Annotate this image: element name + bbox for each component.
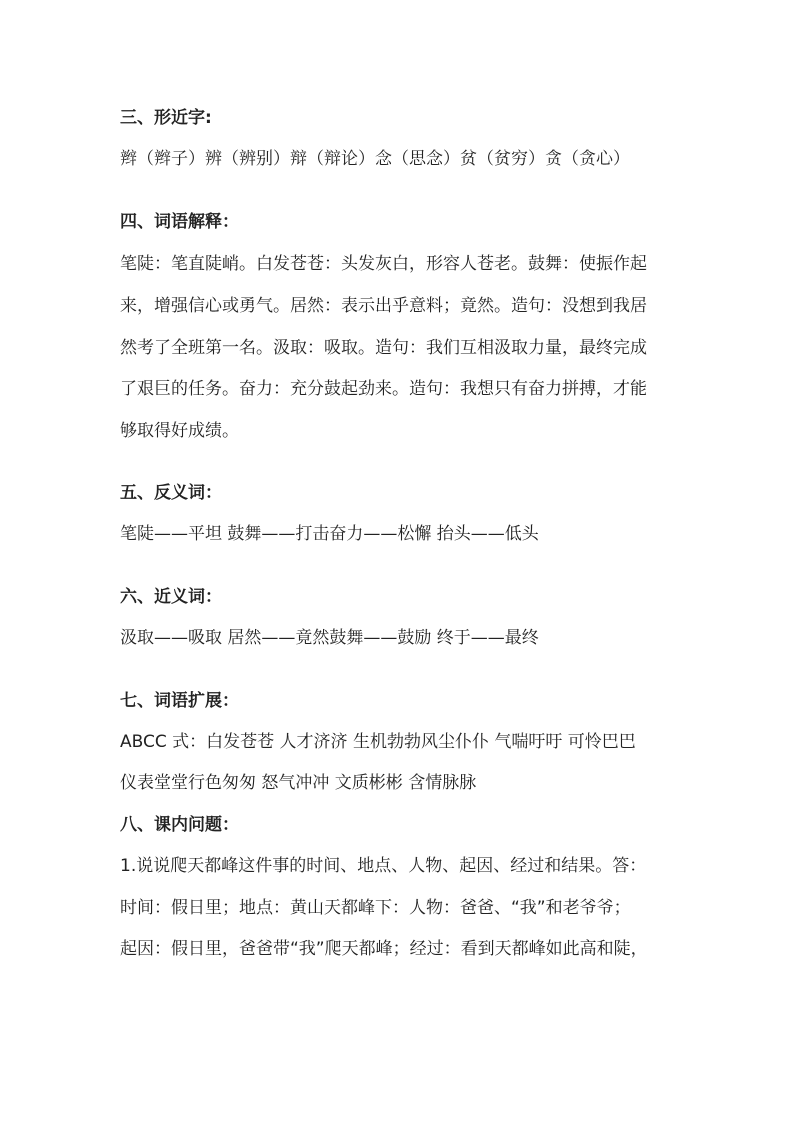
class-questions-line-1: 1.说说爬天都峰这件事的时间、地点、人物、起因、经过和结果。答： xyxy=(120,856,647,876)
word-explanation-line-2: 来，增强信心或勇气。居然：表示出乎意料；竟然。造句：没想到我居 xyxy=(120,296,647,316)
section-heading-similar-chars: 三、形近字: xyxy=(120,108,212,128)
class-questions-line-3: 起因：假日里，爸爸带“我”爬天都峰；经过：看到天都峰如此高和陡， xyxy=(120,939,648,959)
word-explanation-line-4: 了艰巨的任务。奋力：充分鼓起劲来。造句：我想只有奋力拼搏，才能 xyxy=(120,379,647,399)
word-explanation-line-1: 笔陡：笔直陡峭。白发苍苍：头发灰白，形容人苍老。鼓舞：使振作起 xyxy=(120,254,647,274)
word-explanation-line-3: 然考了全班第一名。汲取：吸取。造句：我们互相汲取力量，最终完成 xyxy=(120,338,647,358)
section-heading-synonyms: 六、近义词： xyxy=(120,587,222,607)
word-expansion-line-2: 仪表堂堂行色匆匆 怒气冲冲 文质彬彬 含情脉脉 xyxy=(120,773,477,793)
word-explanation-line-5: 够取得好成绩。 xyxy=(120,421,239,441)
word-expansion-line-1: ABCC 式：白发苍苍 人才济济 生机勃勃风尘仆仆 气喘吁吁 可怜巴巴 xyxy=(120,732,636,752)
section-heading-word-expansion: 七、词语扩展： xyxy=(120,691,239,711)
class-questions-line-2: 时间：假日里；地点：黄山天都峰下：人物：爸爸、“我”和老爷爷； xyxy=(120,898,631,918)
similar-chars-line: 辫（辫子）辨（辨别）辩（辩论）念（思念）贫（贫穷）贪（贪心） xyxy=(120,149,630,169)
synonyms-line: 汲取——吸取 居然——竟然鼓舞——鼓励 终于——最终 xyxy=(120,628,539,648)
section-heading-word-explanation: 四、词语解释： xyxy=(120,212,239,232)
antonyms-line: 笔陡——平坦 鼓舞——打击奋力——松懈 抬头——低头 xyxy=(120,524,539,544)
section-heading-class-questions: 八、课内问题： xyxy=(120,815,239,835)
section-heading-antonyms: 五、反义词： xyxy=(120,483,222,503)
